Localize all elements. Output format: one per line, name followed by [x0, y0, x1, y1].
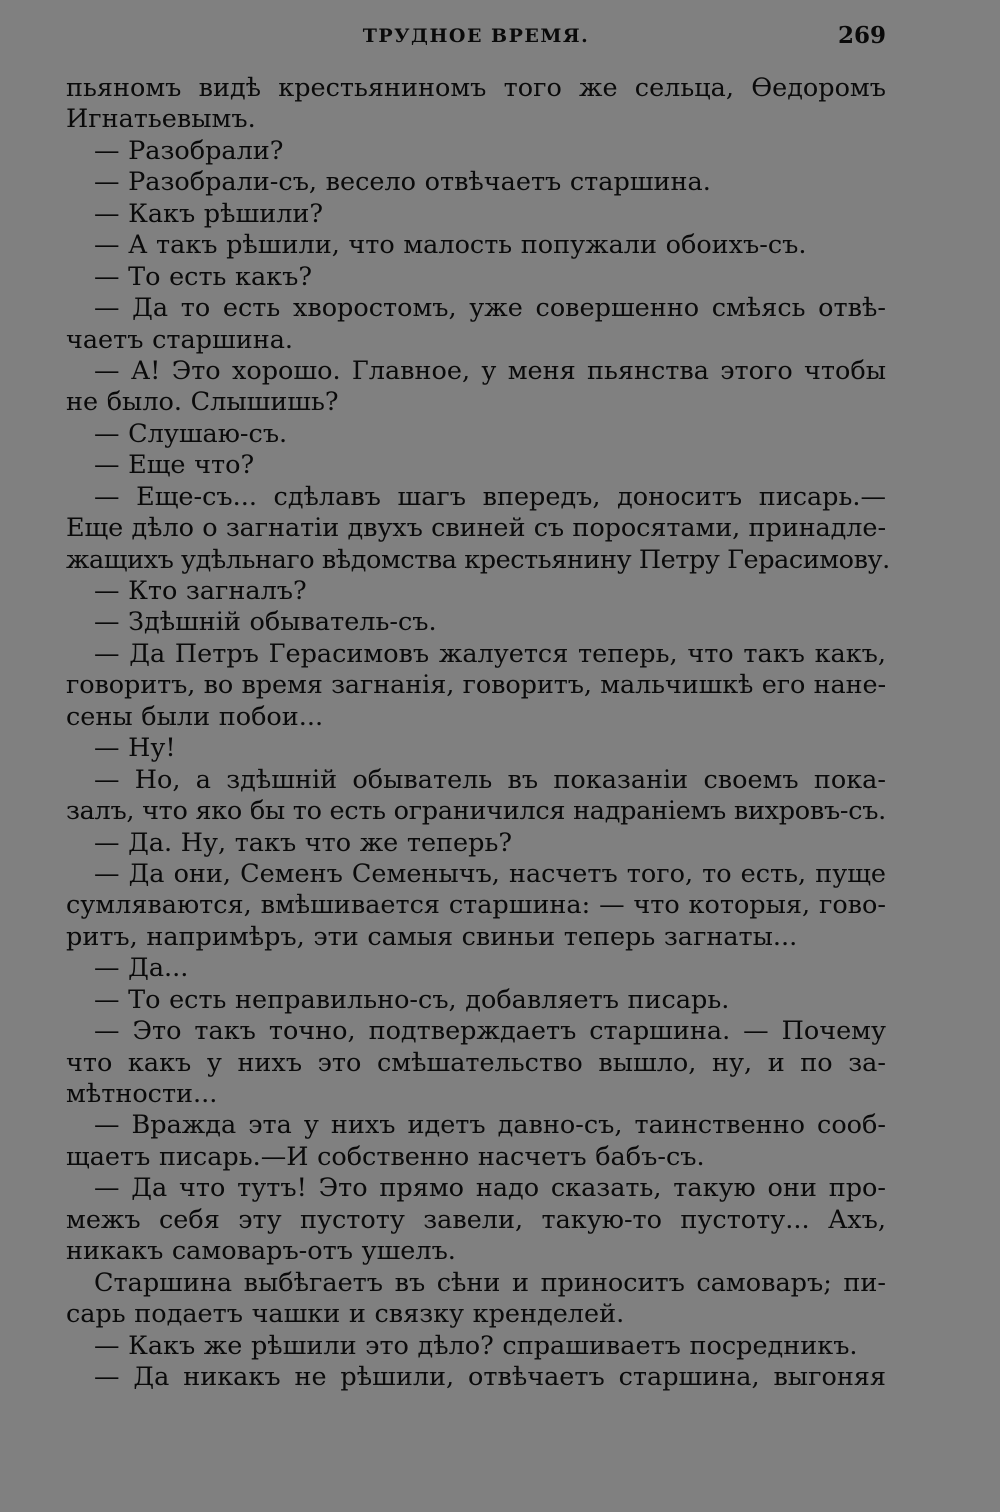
- page-header: [66, 22, 886, 52]
- text-line: — Какъ рѣшили?: [94, 198, 324, 229]
- body-text: [66, 73, 890, 1393]
- text-line: — Да никакъ не рѣшили, отвѣчаетъ старшина, выгоняя: [94, 1361, 886, 1392]
- text-line: — Это такъ точно, подтверждаетъ старшина. — Почему: [94, 1016, 886, 1047]
- text-line: — То есть неправильно-съ, добавляетъ писарь.: [94, 984, 730, 1015]
- text-line: — Еще-съ... сдѣлавъ шагъ впередъ, доноситъ писарь.—: [94, 481, 886, 512]
- running-head: ТРУДНОЕ ВРЕМЯ.: [362, 25, 590, 47]
- text-line: — Какъ же рѣшили это дѣло? спрашиваетъ посредникъ.: [94, 1330, 858, 1361]
- text-line: — Ну!: [94, 733, 176, 764]
- page-number: 269: [837, 22, 886, 49]
- text-line: межъ себя эту пустоту завели, такую-то пустоту... Ахъ,: [66, 1204, 886, 1235]
- text-line: — Да они, Семенъ Семенычъ, насчетъ того, то есть, пуще: [94, 858, 886, 889]
- text-line: — Вражда эта у нихъ идетъ давно-съ, таинственно сооб-: [94, 1110, 886, 1141]
- text-line: сумляваются, вмѣшивается старшина: — что которыя, гово-: [66, 890, 886, 921]
- text-line: залъ, что яко бы то есть ограничился надраніемъ вихровъ-съ.: [66, 796, 886, 827]
- text-line: пьяномъ видѣ крестьяниномъ того же сельца, Ѳедоромъ: [66, 73, 886, 103]
- text-line: мѣтности...: [66, 1079, 218, 1109]
- text-line: Игнатьевымъ.: [66, 104, 256, 135]
- text-line: сены были побои...: [66, 701, 324, 732]
- text-line: Старшина выбѣгаетъ въ сѣни и приноситъ самоваръ; пи-: [94, 1267, 886, 1298]
- text-line: — Слушаю-съ.: [94, 418, 288, 449]
- text-line: — Кто загналъ?: [94, 576, 307, 606]
- text-line: — Разобрали-съ, весело отвѣчаетъ старшина.: [94, 167, 711, 198]
- text-line: — То есть какъ?: [94, 261, 313, 292]
- text-line: щаетъ писарь.—И собственно насчетъ бабъ-съ.: [66, 1141, 705, 1172]
- text-line: — Разобрали?: [94, 135, 284, 166]
- text-line: — Да...: [94, 953, 189, 984]
- text-line: что какъ у нихъ это смѣшательство вышло, ну, и по за-: [66, 1047, 886, 1078]
- text-line: — А такъ рѣшили, что малость попужали обоихъ-съ.: [94, 230, 807, 261]
- text-line: жащихъ удѣльнаго вѣдомства крестьянину Петру Герасимову.: [66, 544, 890, 575]
- text-line: — Но, а здѣшній обыватель въ показаніи своемъ пока-: [94, 764, 886, 795]
- text-line: чаетъ старшина.: [66, 324, 294, 355]
- text-line: — Еще что?: [94, 450, 255, 481]
- text-line: — Да что тутъ! Это прямо надо сказать, такую они про-: [94, 1173, 886, 1204]
- text-line: не было. Слышишь?: [66, 387, 339, 418]
- text-line: — Да то есть хворостомъ, уже совершенно смѣясь отвѣ-: [94, 293, 886, 324]
- text-line: — Да. Ну, такъ что же теперь?: [94, 827, 513, 858]
- text-line: сарь подаетъ чашки и связку кренделей.: [66, 1299, 625, 1330]
- text-line: ритъ, напримѣръ, эти самыя свиньи теперь загнаты...: [66, 921, 798, 952]
- text-line: — Да Петръ Герасимовъ жалуется теперь, что такъ какъ,: [94, 638, 886, 669]
- text-line: Еще дѣло о загнатіи двухъ свиней съ поросятами, принадле-: [66, 513, 886, 544]
- text-line: говоритъ, во время загнанія, говоритъ, мальчишкѣ его нане-: [66, 670, 886, 701]
- text-line: — Здѣшній обыватель-съ.: [94, 607, 437, 638]
- text-line: — А! Это хорошо. Главное, у меня пьянства этого чтобы: [94, 355, 886, 386]
- text-line: никакъ самоваръ-отъ ушелъ.: [66, 1236, 456, 1267]
